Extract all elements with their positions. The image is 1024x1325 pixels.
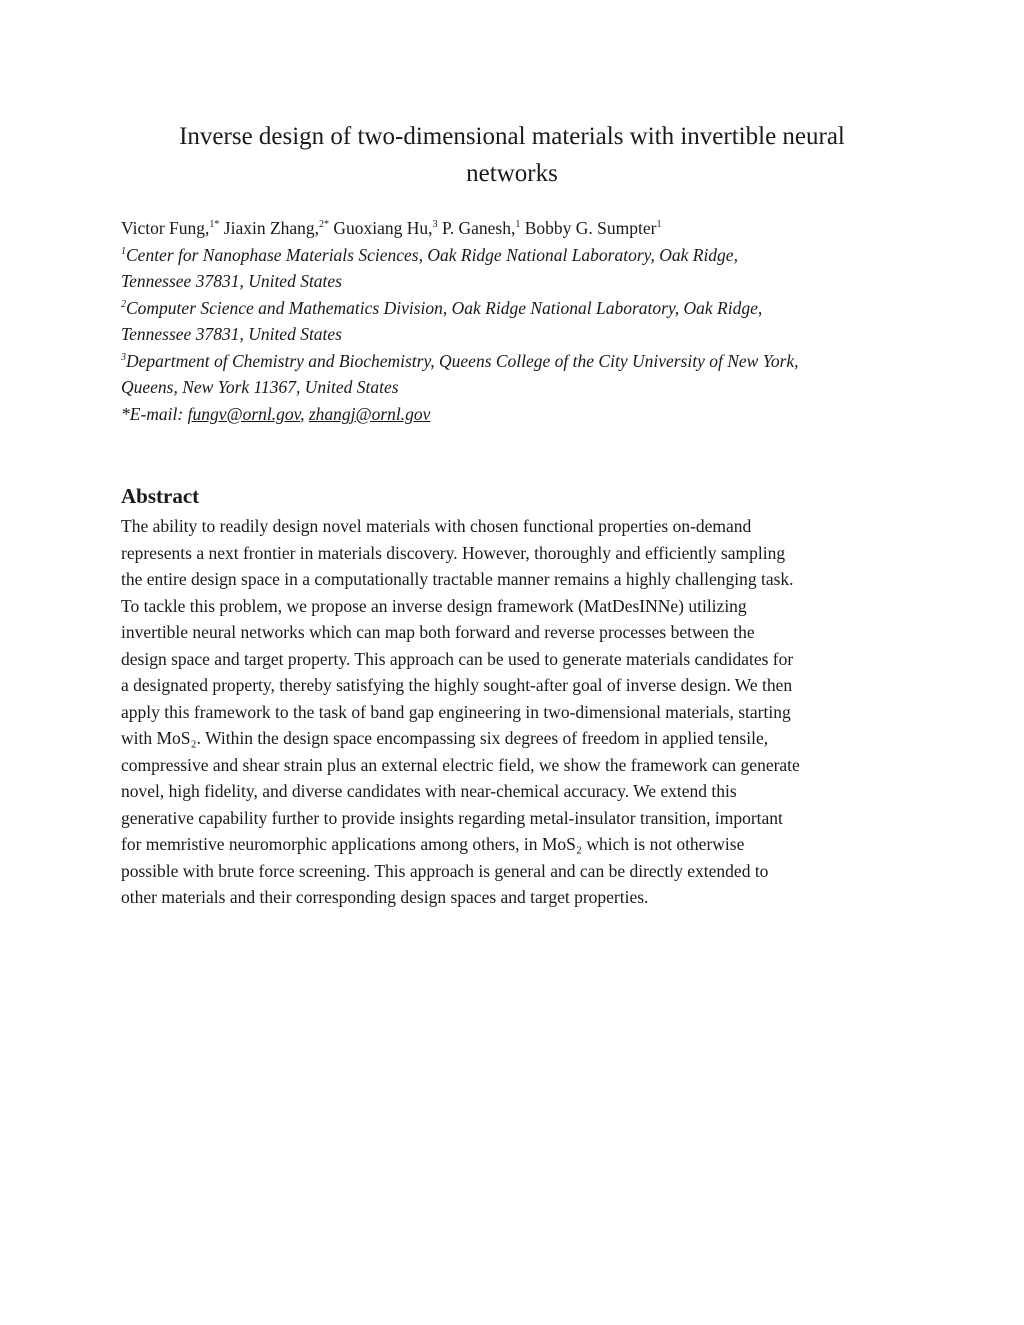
abstract-line: novel, high fidelity, and diverse candidates with near-chemical accuracy. We extend this [121, 781, 737, 801]
abstract-line: apply this framework to the task of band gap engineering in two-dimensional materials, starting [121, 701, 791, 722]
abstract-line: design space and target property. This approach can be used to generate materials candidates for [121, 648, 794, 669]
affiliation-3-cont [121, 374, 921, 401]
author-list [121, 215, 921, 242]
contact-email [121, 401, 921, 428]
author-superscript: 3 [432, 219, 438, 230]
affiliation-line: Queens, New York 11367, United States [121, 377, 399, 397]
author-superscript: 1 [656, 219, 662, 230]
author-name: Guoxiang Hu, [333, 218, 433, 238]
abstract-line: the entire design space in a computationally tractable manner remains a highly challenging task. [121, 569, 794, 589]
affiliation-3 [121, 348, 921, 375]
email-link-zhangj[interactable]: zhangj@ornl.gov [308, 403, 431, 424]
abstract-line: compressive and shear strain plus an external electric field, we show the framework can generate [121, 754, 800, 775]
author-name: P. Ganesh, [441, 218, 516, 238]
affiliation-line: Center for Nanophase Materials Sciences, Oak Ridge National Laboratory, Oak Ridge, [126, 244, 738, 265]
affiliation-superscript: 3 [121, 351, 126, 363]
abstract-line: represents a next frontier in materials discovery. However, thoroughly and efficiently sampling [121, 542, 786, 563]
paper-title [140, 118, 884, 192]
abstract-body [121, 513, 911, 911]
affiliation-2 [121, 295, 921, 322]
affiliation-line: Tennessee 37831, United States [121, 324, 342, 344]
affiliation-line: Computer Science and Mathematics Division, Oak Ridge National Laboratory, Oak Ridge, [126, 297, 763, 318]
affiliation-1-cont [121, 268, 921, 295]
abstract-line: a designated property, thereby satisfying the highly sought-after goal of inverse design. We then [121, 675, 793, 695]
email-prefix: *E-mail: [121, 403, 188, 424]
abstract-line: for memristive neuromorphic applications among others, in MoS₂ which is not otherwise [121, 834, 745, 854]
affiliation-2-cont [121, 321, 921, 348]
author-affiliation-block [121, 215, 921, 427]
author-name: Bobby G. Sumpter [524, 218, 657, 238]
author-superscript: 1 [515, 219, 521, 230]
abstract-line: The ability to readily design novel materials with chosen functional properties on-demand [121, 516, 752, 536]
email-separator: , [300, 403, 309, 424]
affiliation-line: Tennessee 37831, United States [121, 271, 342, 291]
abstract-line: To tackle this problem, we propose an inverse design framework (MatDesINNe) utilizing [121, 595, 747, 616]
author-superscript: 2* [319, 219, 330, 230]
author-name: Victor Fung, [121, 218, 210, 238]
author-superscript: 1* [209, 219, 220, 230]
abstract-line: other materials and their corresponding design spaces and target properties. [121, 887, 649, 907]
abstract-heading: Abstract [121, 484, 200, 508]
email-link-fungv[interactable]: fungv@ornl.gov [187, 403, 301, 424]
title-line-1: Inverse design of two-dimensional materials with invertible neural [179, 123, 845, 150]
affiliation-1 [121, 242, 921, 269]
abstract-line: with MoS₂. Within the design space encompassing six degrees of freedom in applied tensile, [121, 728, 769, 748]
abstract-line: invertible neural networks which can map both forward and reverse processes between the [121, 622, 755, 642]
affiliation-superscript: 1 [121, 245, 126, 257]
affiliation-superscript: 2 [121, 298, 126, 310]
title-line-2: networks [466, 160, 558, 187]
author-name: Jiaxin Zhang, [223, 218, 320, 238]
abstract-line: possible with brute force screening. This approach is general and can be directly extended to [121, 860, 769, 881]
affiliation-line: Department of Chemistry and Biochemistry, Queens College of the City University of New York, [126, 350, 799, 371]
abstract-line: generative capability further to provide insights regarding metal-insulator transition, important [121, 807, 783, 828]
